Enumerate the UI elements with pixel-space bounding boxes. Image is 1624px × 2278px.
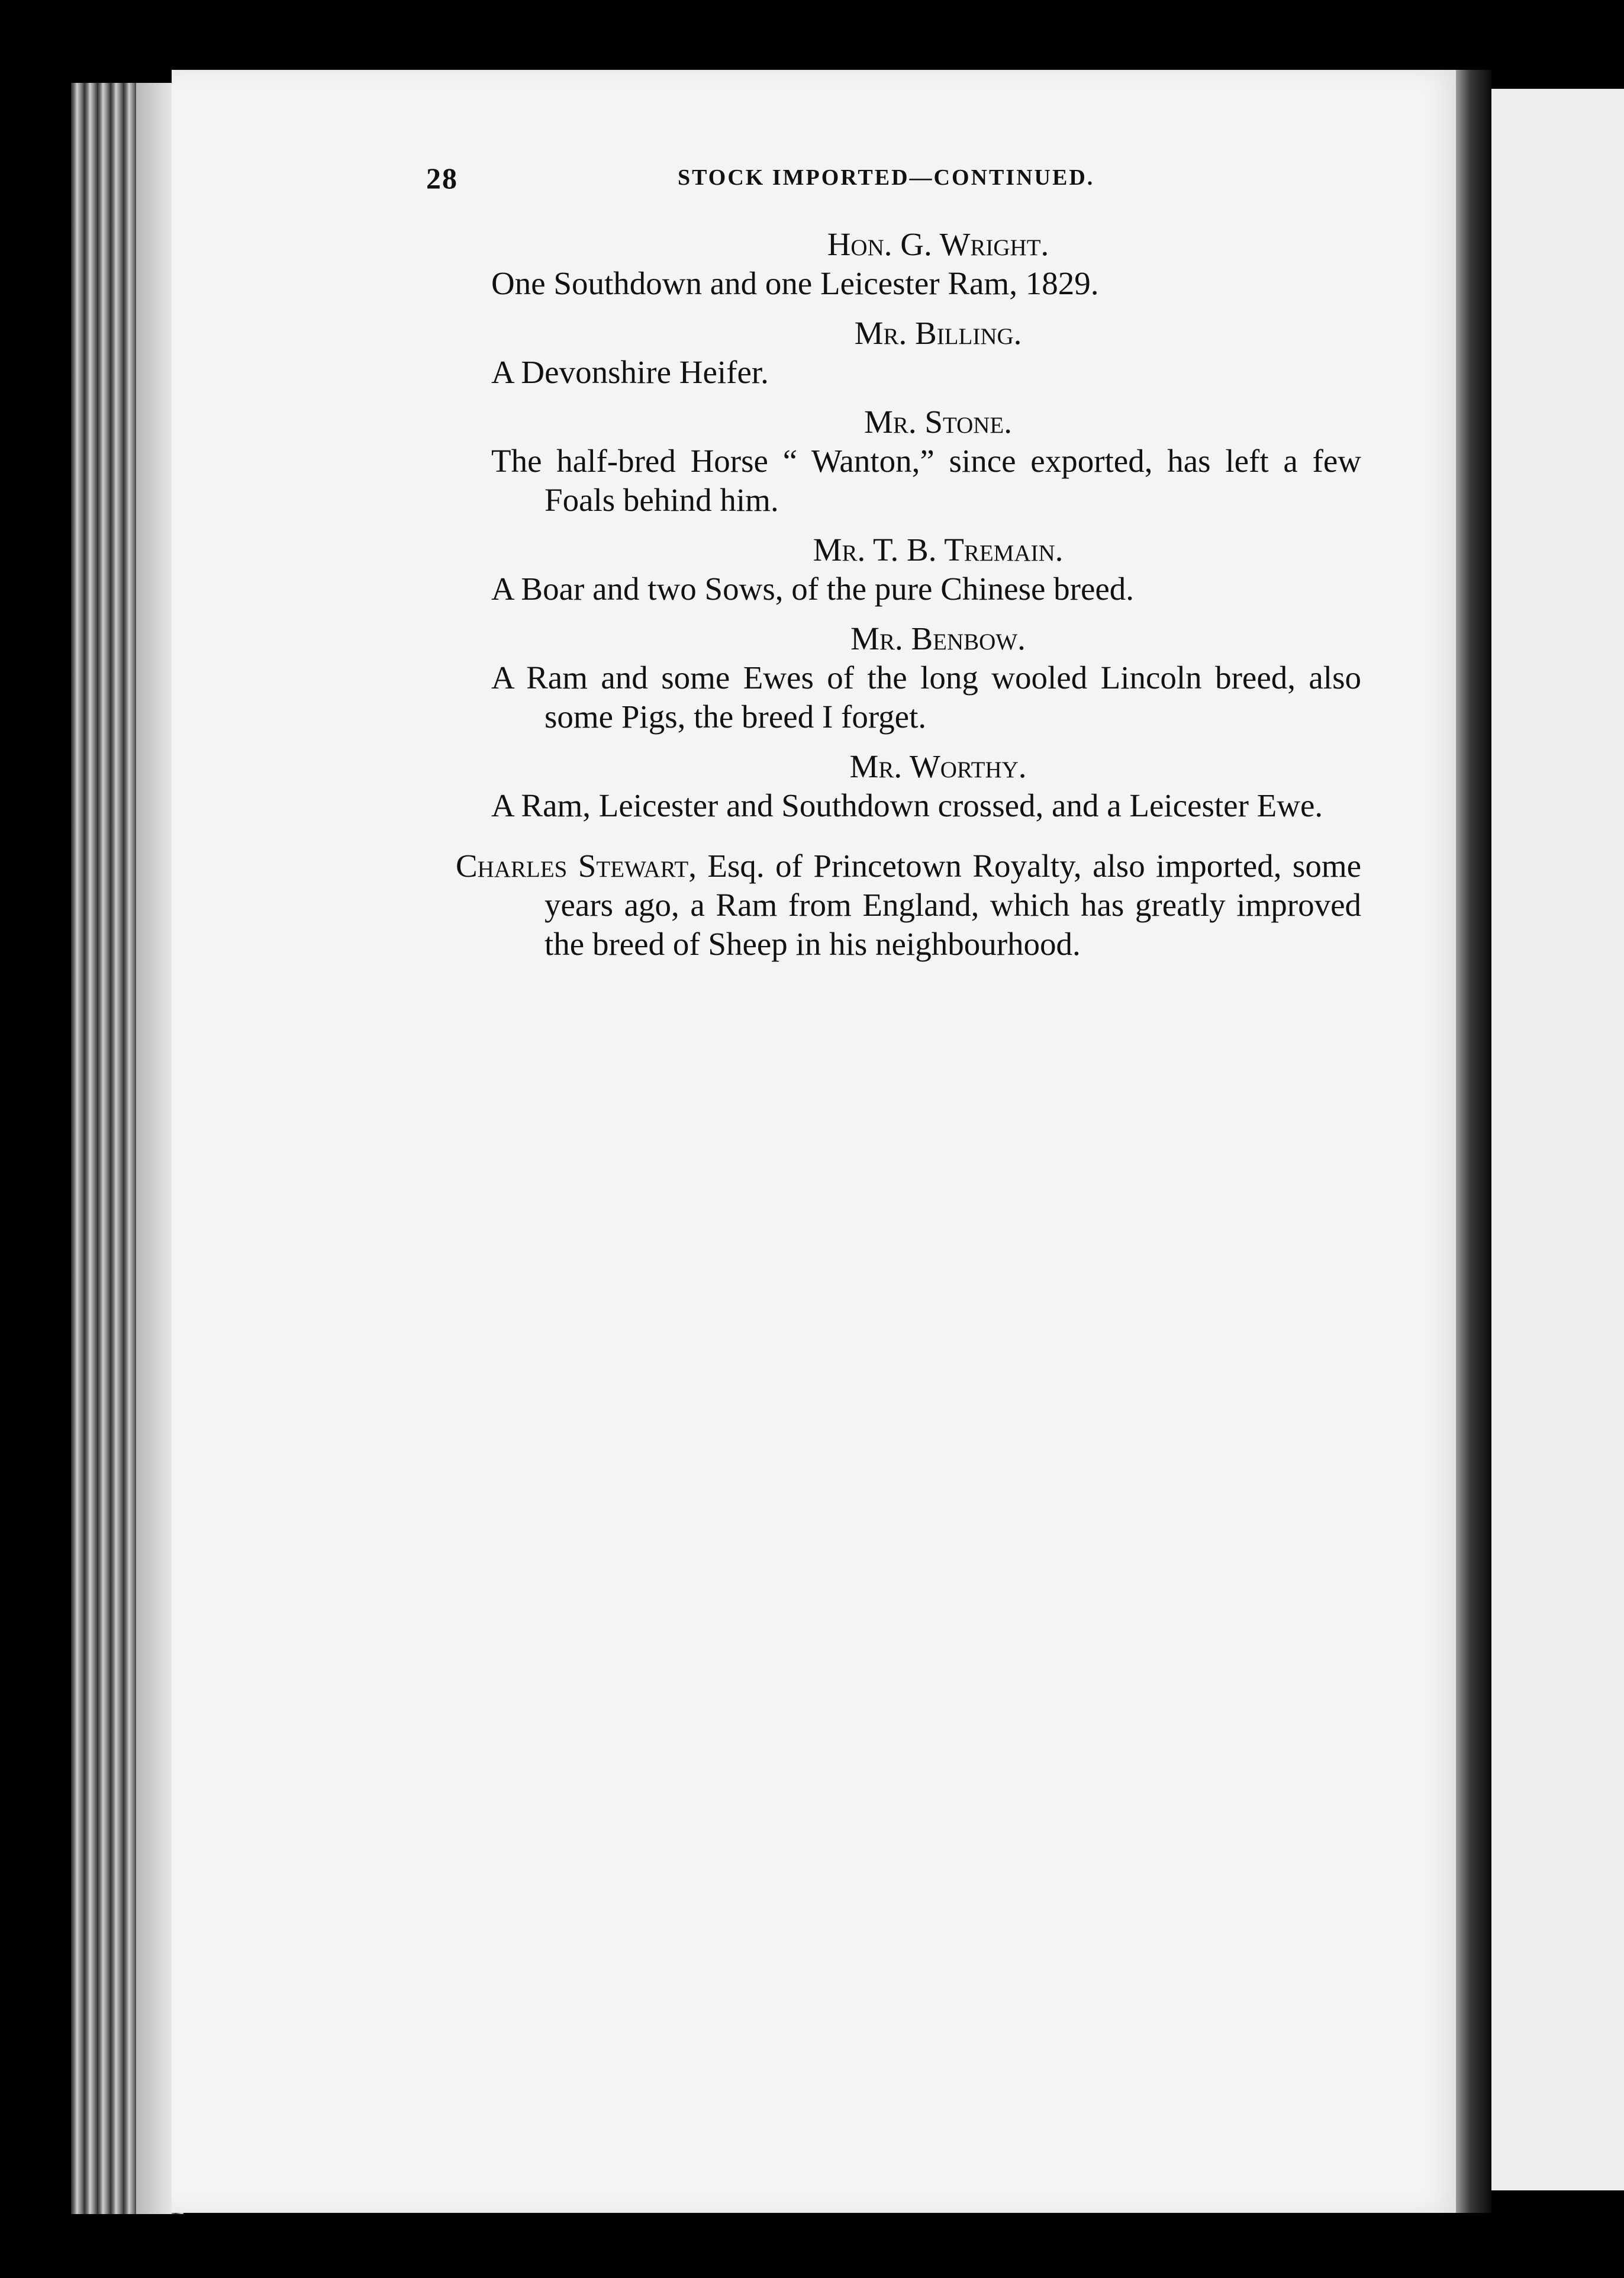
section-heading: Mr. T. B. Tremain. bbox=[813, 532, 1064, 568]
next-page-sliver bbox=[1491, 89, 1624, 2190]
section-heading: Hon. G. Wright. bbox=[827, 226, 1049, 262]
closing-entry-text: Esq. of Princetown Royalty, also imported, some years ago, a Ram from England, which has greatly improved the breed of Sheep in his neighbourhood. bbox=[544, 848, 1362, 962]
section-text: A Ram and some Ewes of the long wooled Lincoln breed, also some Pigs, the breed I forget. bbox=[491, 659, 1361, 735]
section-text: A Ram, Leicester and Southdown crossed, and a Leicester Ewe. bbox=[491, 787, 1323, 823]
section-text: The half-bred Horse “ Wanton,” since exported, has left a few Foals behind him. bbox=[491, 443, 1361, 518]
closing-entry-name: Charles Stewart, bbox=[456, 848, 697, 884]
section-heading: Mr. Worthy. bbox=[849, 748, 1027, 784]
section-heading: Mr. Stone. bbox=[863, 404, 1013, 440]
section-text: One Southdown and one Leicester Ram, 1829. bbox=[491, 265, 1099, 301]
section-text: A Devonshire Heifer. bbox=[491, 354, 769, 390]
page-fold-shadow bbox=[1456, 70, 1491, 2213]
closing-entry bbox=[456, 847, 1361, 964]
section-heading: Mr. Billing. bbox=[854, 315, 1022, 351]
section-heading: Mr. Benbow. bbox=[850, 620, 1026, 657]
running-head: STOCK IMPORTED—CONTINUED. bbox=[678, 165, 1095, 190]
section-text: A Boar and two Sows, of the pure Chinese breed. bbox=[491, 571, 1135, 607]
book-gutter bbox=[136, 83, 172, 2214]
page-content bbox=[456, 225, 1362, 996]
page-number: 28 bbox=[426, 162, 458, 195]
